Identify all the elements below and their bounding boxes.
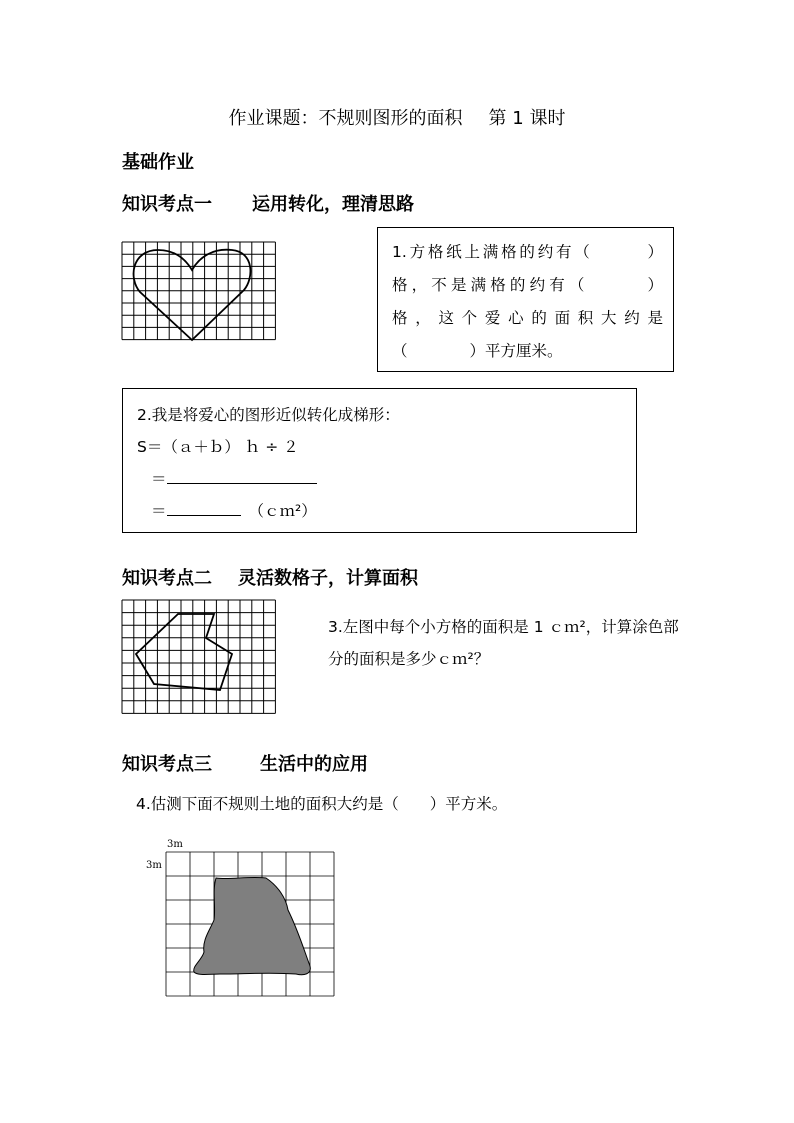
question-1-box — [377, 227, 674, 372]
section-1-topic: 运用转化，理清思路 — [252, 194, 414, 215]
heart-outline — [134, 250, 251, 340]
section-2-name: 知识考点二 — [122, 568, 212, 589]
q2-eq-sign-1: ＝ — [151, 470, 167, 488]
polygon-grid-figure — [120, 598, 278, 716]
title-main: 作业课题：不规则图形的面积 — [228, 108, 463, 129]
question-3-text: 3.左图中每个小方格的面积是 1 ｃｍ²，计算涂色部分的面积是多少ｃｍ²？ — [328, 618, 679, 668]
question-4-text: 4.估测下面不规则土地的面积大约是（ ）平方米。 — [136, 795, 508, 813]
basic-homework-heading: 基础作业 — [122, 152, 194, 173]
q2-step-1 — [137, 463, 624, 495]
section-3-heading — [122, 750, 368, 776]
land-top-label: 3m — [167, 839, 183, 850]
question-2-box — [122, 388, 637, 533]
q1-line-1: 1.方格纸上满格的约有（ ） — [392, 243, 663, 261]
q1-line-2: 格，不是满格的约有（ ） — [392, 276, 663, 294]
heart-grid-figure — [120, 240, 280, 342]
section-2-topic: 灵活数格子，计算面积 — [238, 568, 418, 589]
q1-line-3: 格，这个爱心的面积大约是 — [392, 309, 663, 327]
q2-answer-blank-1[interactable] — [167, 465, 317, 484]
q2-formula: S＝（ａ＋ｂ） ｈ ÷ ２ — [137, 438, 299, 456]
section-1-heading — [122, 190, 414, 216]
q2-answer-blank-2[interactable] — [167, 497, 241, 516]
section-1-name: 知识考点一 — [122, 194, 212, 215]
q2-line-1: 2.我是将爱心的图形近似转化成梯形： — [137, 406, 400, 424]
page-title — [0, 104, 794, 130]
land-grid-figure — [140, 834, 340, 1000]
q2-step-2 — [137, 495, 624, 527]
land-side-label: 3m — [146, 860, 162, 871]
title-period: 第 1 课时 — [488, 108, 566, 129]
q2-eq-sign-2: ＝ — [151, 502, 167, 520]
section-2-heading — [122, 564, 418, 590]
section-3-topic: 生活中的应用 — [260, 754, 368, 775]
irregular-land-shape — [194, 877, 311, 974]
section-3-name: 知识考点三 — [122, 754, 212, 775]
q2-unit: （ｃｍ²） — [248, 502, 317, 520]
q1-line-4: （ ）平方厘米。 — [392, 342, 563, 360]
